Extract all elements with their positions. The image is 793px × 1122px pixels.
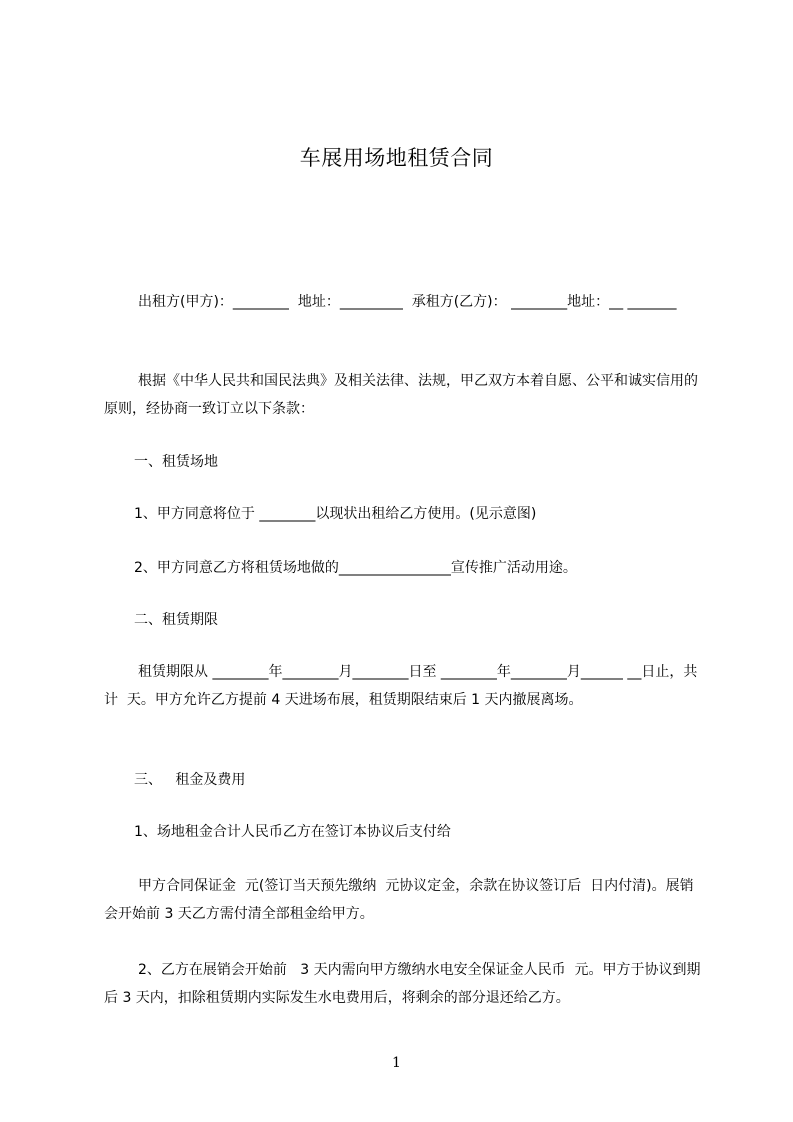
section3-item1: 1、场地租金合计人民币乙方在签订本协议后支付给	[134, 824, 451, 840]
section2-paragraph: 租赁期限从 ________年________月________日至 ________年________月______ __日止，共计 天。甲方允许乙方提前 4 天进场布展，租赁期限结束后 1 天内撤展离场。	[104, 664, 698, 708]
parties-line: 出租方(甲方)：________ 地址：_________ 承租方(乙方)： ________地址：__ _______	[138, 294, 677, 310]
section3-heading: 三、 租金及费用	[134, 772, 246, 788]
section1-item1: 1、甲方同意将位于 ________以现状出租给乙方使用。(见示意图)	[134, 506, 537, 522]
section3-item1-detail: 甲方合同保证金 元(签订当天预先缴纳 元协议定金，余款在协议签订后 日内付清)。展销会开始前 3 天乙方需付清全部租金给甲方。	[104, 878, 694, 922]
section1-item2: 2、甲方同意乙方将租赁场地做的________________宣传推广活动用途。	[134, 560, 577, 576]
section3-item2: 2、乙方在展销会开始前 3 天内需向甲方缴纳水电安全保证金人民币 元。甲方于协议到期后 3 天内，扣除租赁期内实际发生水电费用后，将剩余的部分退还给乙方。	[104, 962, 701, 1006]
page-number: 1	[392, 1055, 401, 1071]
section2-heading: 二、租赁期限	[134, 612, 218, 628]
section1-heading: 一、租赁场地	[134, 454, 218, 470]
contract-title: 车展用场地租赁合同	[299, 146, 494, 170]
preamble-paragraph: 根据《中华人民共和国民法典》及相关法律、法规，甲乙双方本着自愿、公平和诚实信用的原则，经协商一致订立以下条款：	[104, 373, 698, 417]
